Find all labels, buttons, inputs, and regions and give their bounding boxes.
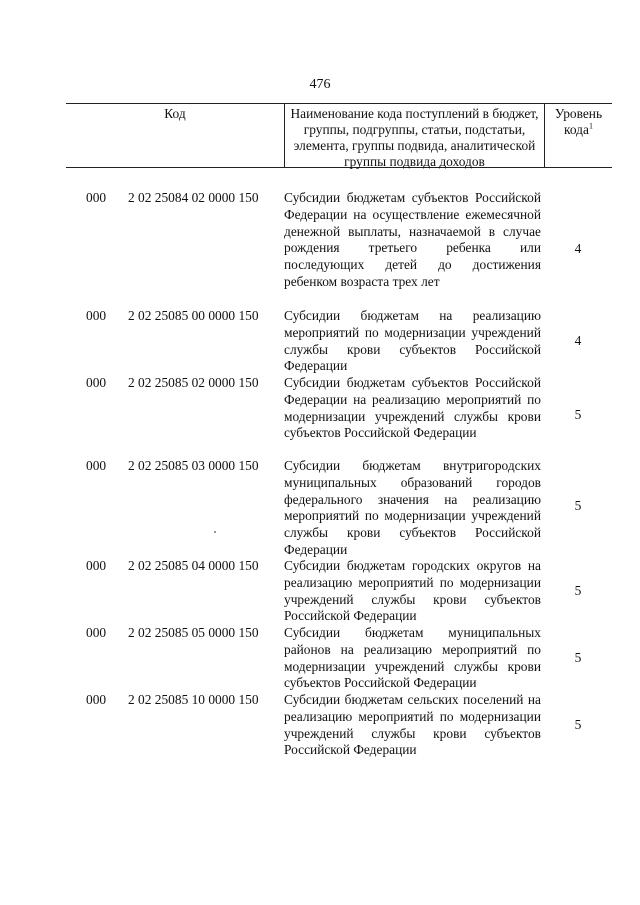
row-group-code: 000 <box>86 375 107 390</box>
row-name: Субсидии бюджетам внутригородских муниципальных образований городов федерального значения на реализацию мероприятий по модернизации учреждений службы крови субъектов Российской Федерации <box>284 458 541 557</box>
row-group-code: 000 <box>86 190 107 205</box>
row-level: 5 <box>574 407 582 422</box>
row-code: 2 02 25085 00 0000 150 <box>128 308 259 323</box>
row-level: 4 <box>574 241 582 256</box>
row-group-code: 000 <box>86 692 107 707</box>
row-code: 2 02 25085 05 0000 150 <box>128 625 259 640</box>
row-code: 2 02 25084 02 0000 150 <box>128 190 259 205</box>
header-name: Наименование кода поступлений в бюджет, группы, подгруппы, статьи, подстатьи, элемента, группы подвида, аналитической группы подвида доходов <box>290 106 539 169</box>
row-group-code: 000 <box>86 308 107 323</box>
row-level: 5 <box>574 717 582 732</box>
row-level: 5 <box>574 583 582 598</box>
row-name: Субсидии бюджетам сельских поселений на реализацию мероприятий по модернизации учреждений службы крови субъектов Российской Федерации <box>284 692 541 758</box>
row-code: 2 02 25085 04 0000 150 <box>128 558 259 573</box>
row-group-code: 000 <box>86 558 107 573</box>
row-name: Субсидии бюджетам субъектов Российской Федерации на реализацию мероприятий по модернизации учреждений службы крови субъектов Российской Федерации <box>284 375 541 441</box>
header-level-label: Уровень кода <box>554 106 603 137</box>
row-code: 2 02 25085 02 0000 150 <box>128 375 259 390</box>
row-name: Субсидии бюджетам на реализацию мероприятий по модернизации учреждений службы крови субъектов Российской Федерации <box>284 308 541 374</box>
scan-speck <box>214 531 216 533</box>
header-code: Код <box>164 106 186 121</box>
table-header <box>66 103 612 168</box>
row-name: Субсидии бюджетам муниципальных районов на реализацию мероприятий по модернизации учреждений службы крови субъектов Российской Федерации <box>284 625 541 691</box>
row-level: 5 <box>574 498 582 513</box>
row-group-code: 000 <box>86 625 107 640</box>
page-number: 476 <box>309 77 331 92</box>
row-code: 2 02 25085 10 0000 150 <box>128 692 259 707</box>
header-level-footnote: 1 <box>588 121 593 131</box>
row-name: Субсидии бюджетам городских округов на реализацию мероприятий по модернизации учреждений службы крови субъектов Российской Федерации <box>284 558 541 624</box>
row-level: 4 <box>574 333 582 348</box>
row-group-code: 000 <box>86 458 107 473</box>
row-name: Субсидии бюджетам субъектов Российской Федерации на осуществление ежемесячной денежной выплаты, назначаемой в случае рождения третьего ребенка или последующих детей до достижения ребенком возраста трех лет <box>284 190 541 289</box>
header-level <box>545 106 612 138</box>
row-level: 5 <box>574 650 582 665</box>
row-code: 2 02 25085 03 0000 150 <box>128 458 259 473</box>
